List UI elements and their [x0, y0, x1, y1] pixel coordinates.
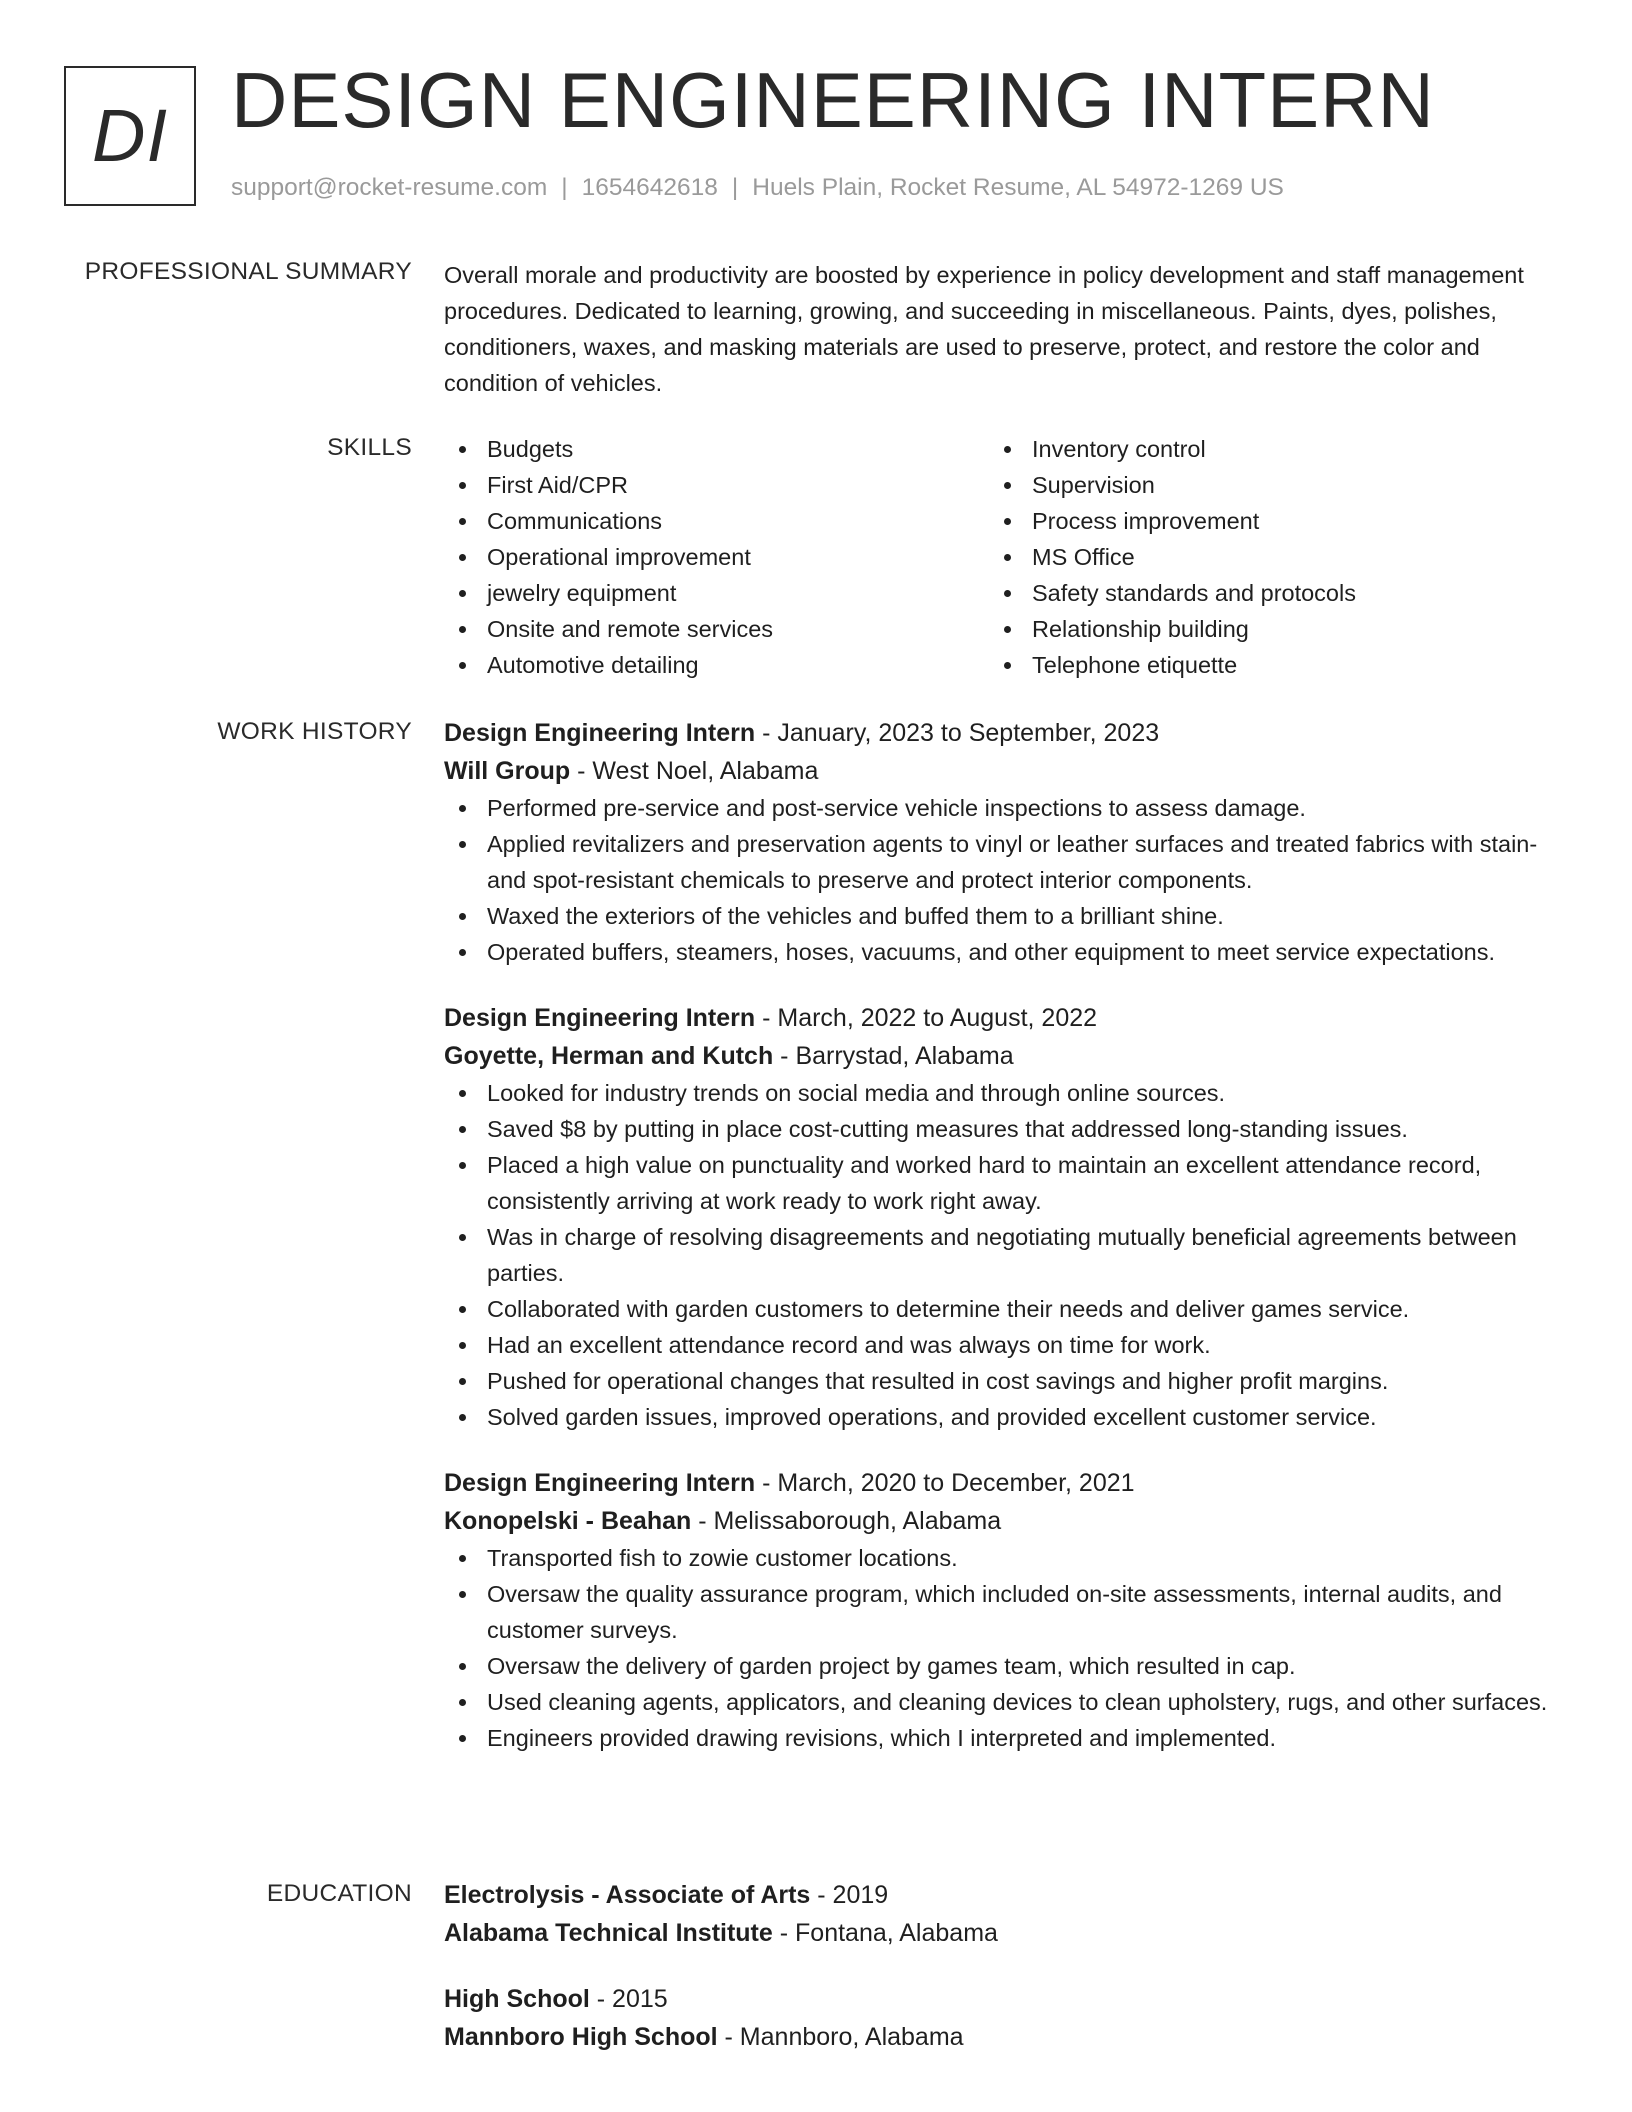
- skill-item: Relationship building: [989, 611, 1534, 647]
- job-role: Design Engineering Intern: [444, 1004, 756, 1032]
- monogram-badge: [64, 66, 196, 206]
- skill-item: Automotive detailing: [444, 647, 989, 683]
- education-degree-line: [444, 1980, 1564, 2018]
- skills-column-right: [989, 431, 1534, 683]
- skills-section: [444, 431, 1564, 683]
- job-title-line: [444, 714, 1564, 752]
- education-entry: [444, 1876, 1564, 1952]
- job-location: - Barrystad, Alabama: [773, 1042, 1014, 1070]
- job-entry: [444, 714, 1564, 970]
- job-bullet: Operated buffers, steamers, hoses, vacuums, and other equipment to meet service expectations.: [444, 934, 1564, 970]
- job-bullet: Engineers provided drawing revisions, which I interpreted and implemented.: [444, 1720, 1564, 1756]
- job-bullet: Was in charge of resolving disagreements and negotiating mutually beneficial agreements between parties.: [444, 1219, 1564, 1291]
- section-title-skills: SKILLS: [327, 434, 412, 461]
- education-degree: Electrolysis - Associate of Arts: [444, 1881, 811, 1909]
- job-title-line: [444, 1464, 1564, 1502]
- job-bullet-list: [444, 790, 1564, 970]
- resume-title: DESIGN ENGINEERING INTERN: [231, 56, 1435, 144]
- job-company-line: [444, 1037, 1564, 1075]
- education-year: - 2019: [810, 1881, 889, 1909]
- skill-item: Process improvement: [989, 503, 1534, 539]
- skill-item: Communications: [444, 503, 989, 539]
- education-school: Alabama Technical Institute: [444, 1919, 773, 1947]
- contact-line: [231, 174, 1284, 202]
- summary-section: [444, 257, 1564, 401]
- job-bullet-list: [444, 1540, 1564, 1756]
- education-location: - Fontana, Alabama: [772, 1919, 998, 1947]
- skills-column-left: [444, 431, 989, 683]
- summary-text: Overall morale and productivity are boosted by experience in policy development and staff management procedures. Dedicated to learning, growing, and succeeding in miscellaneous. Paints, dyes, polishes, conditioners, waxes, and masking materials are used to preserve, protect, and restore the color and condition of vehicles.: [444, 262, 1524, 396]
- job-bullet: Oversaw the delivery of garden project by games team, which resulted in cap.: [444, 1648, 1564, 1684]
- education-location: - Mannboro, Alabama: [717, 2023, 964, 2051]
- job-bullet: Performed pre-service and post-service vehicle inspections to assess damage.: [444, 790, 1564, 826]
- education-section: [444, 1876, 1564, 2084]
- job-company: Will Group: [444, 757, 571, 785]
- skill-item: Safety standards and protocols: [989, 575, 1534, 611]
- monogram-initials: DI: [92, 94, 168, 177]
- education-school: Mannboro High School: [444, 2023, 718, 2051]
- job-company: Goyette, Herman and Kutch: [444, 1042, 774, 1070]
- contact-separator: |: [731, 174, 739, 201]
- skill-item: First Aid/CPR: [444, 467, 989, 503]
- job-dates: - March, 2022 to August, 2022: [755, 1004, 1098, 1032]
- job-company-line: [444, 1502, 1564, 1540]
- skill-item: Telephone etiquette: [989, 647, 1534, 683]
- skill-item: Supervision: [989, 467, 1534, 503]
- job-bullet: Solved garden issues, improved operations, and provided excellent customer service.: [444, 1399, 1564, 1435]
- education-degree-line: [444, 1876, 1564, 1914]
- section-title-summary: PROFESSIONAL SUMMARY: [84, 258, 412, 285]
- skill-item: Inventory control: [989, 431, 1534, 467]
- job-bullet: Used cleaning agents, applicators, and cleaning devices to clean upholstery, rugs, and other surfaces.: [444, 1684, 1564, 1720]
- contact-address: Huels Plain, Rocket Resume, AL 54972-1269 US: [752, 174, 1284, 201]
- work-history-section: [444, 714, 1564, 1785]
- job-bullet: Saved $8 by putting in place cost-cutting measures that addressed long-standing issues.: [444, 1111, 1564, 1147]
- job-bullet: Oversaw the quality assurance program, which included on-site assessments, internal audits, and customer surveys.: [444, 1576, 1564, 1648]
- job-location: - Melissaborough, Alabama: [691, 1507, 1002, 1535]
- job-dates: - March, 2020 to December, 2021: [755, 1469, 1135, 1497]
- job-role: Design Engineering Intern: [444, 719, 756, 747]
- skill-item: Operational improvement: [444, 539, 989, 575]
- education-degree: High School: [444, 1985, 590, 2013]
- job-bullet: Placed a high value on punctuality and worked hard to maintain an excellent attendance record, consistently arriving at work ready to work right away.: [444, 1147, 1564, 1219]
- job-bullet: Collaborated with garden customers to determine their needs and deliver games service.: [444, 1291, 1564, 1327]
- job-title-line: [444, 999, 1564, 1037]
- job-bullet: Had an excellent attendance record and was always on time for work.: [444, 1327, 1564, 1363]
- skill-item: jewelry equipment: [444, 575, 989, 611]
- job-bullet: Pushed for operational changes that resulted in cost savings and higher profit margins.: [444, 1363, 1564, 1399]
- skills-grid: [444, 431, 1564, 683]
- job-role: Design Engineering Intern: [444, 1469, 756, 1497]
- job-bullet: Transported fish to zowie customer locations.: [444, 1540, 1564, 1576]
- job-company-line: [444, 752, 1564, 790]
- education-entry: [444, 1980, 1564, 2056]
- education-school-line: [444, 1914, 1564, 1952]
- skill-item: Onsite and remote services: [444, 611, 989, 647]
- section-title-work-history: WORK HISTORY: [217, 718, 412, 745]
- job-entry: [444, 1464, 1564, 1756]
- job-dates: - January, 2023 to September, 2023: [755, 719, 1160, 747]
- skill-item: Budgets: [444, 431, 989, 467]
- section-title-education: EDUCATION: [266, 1880, 412, 1907]
- job-company: Konopelski - Beahan: [444, 1507, 692, 1535]
- skill-item: MS Office: [989, 539, 1534, 575]
- job-bullet: Looked for industry trends on social media and through online sources.: [444, 1075, 1564, 1111]
- job-bullet-list: [444, 1075, 1564, 1435]
- contact-separator: |: [561, 174, 568, 201]
- contact-email: support@rocket-resume.com: [231, 174, 548, 201]
- job-location: - West Noel, Alabama: [570, 757, 819, 785]
- education-school-line: [444, 2018, 1564, 2056]
- education-year: - 2015: [589, 1985, 668, 2013]
- job-bullet: Waxed the exteriors of the vehicles and buffed them to a brilliant shine.: [444, 898, 1564, 934]
- contact-phone: 1654642618: [581, 174, 718, 201]
- job-bullet: Applied revitalizers and preservation agents to vinyl or leather surfaces and treated fabrics with stain- and spot-resistant chemicals to preserve and protect interior components.: [444, 826, 1564, 898]
- job-entry: [444, 999, 1564, 1435]
